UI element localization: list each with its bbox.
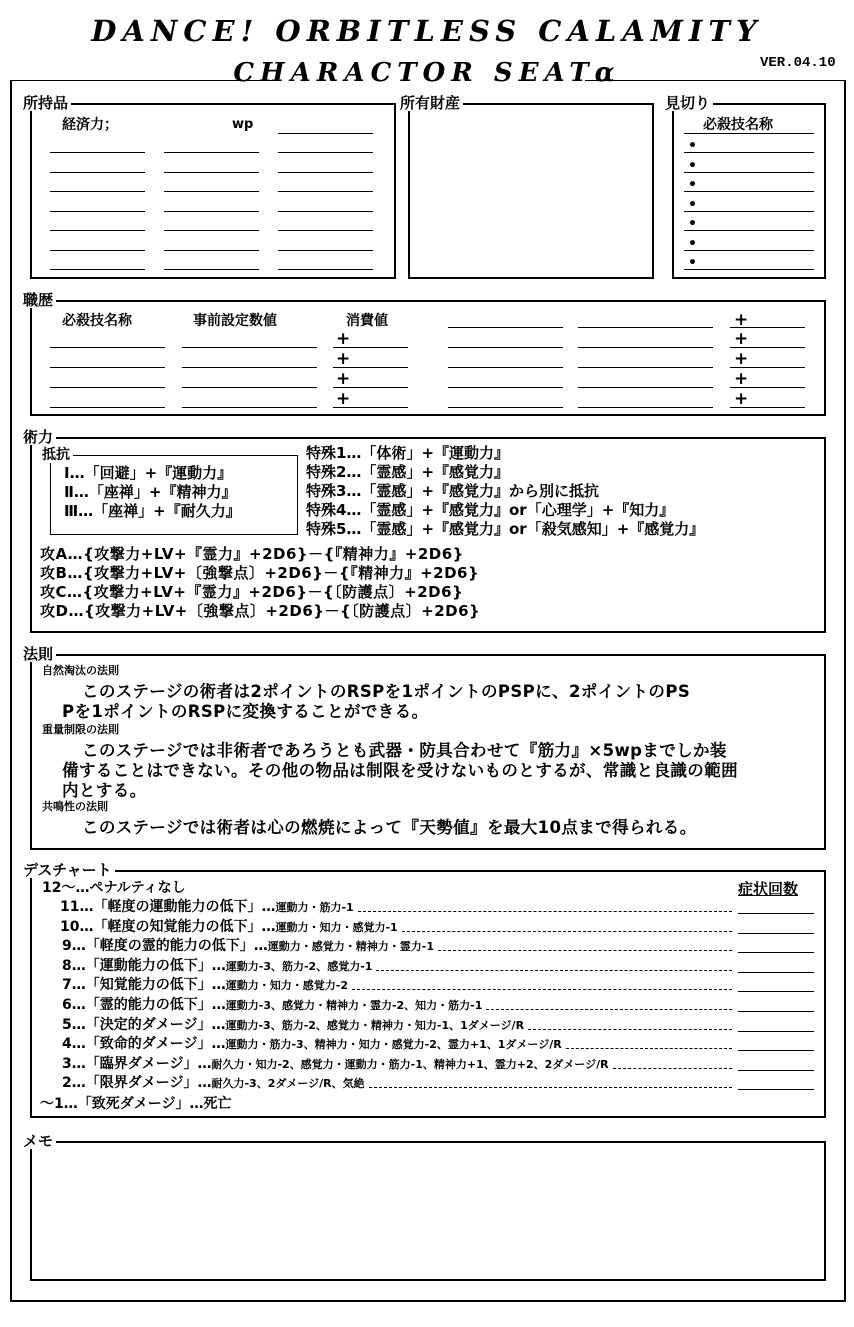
career-line[interactable] — [578, 407, 713, 408]
symptom-count-line[interactable] — [738, 913, 814, 914]
mikiri-line[interactable] — [684, 230, 814, 231]
death-chart-effect: 運動力・筋力-1 — [275, 901, 354, 914]
special-line: 特殊1…「体術」+『運動力』 — [306, 444, 510, 462]
career-line[interactable] — [333, 347, 408, 348]
career-line[interactable] — [730, 407, 805, 408]
mikiri-line[interactable] — [684, 269, 814, 270]
death-chart-effect: 運動力・知力・感覚力-1 — [275, 920, 398, 934]
possession-line[interactable] — [164, 172, 259, 173]
attack-line: 攻A…{攻撃力+LV+『霊力』+2D6}－{『精神力』+2D6} — [40, 545, 464, 563]
death-chart-row: 4…「致命的ダメージ」…運動力・筋力-3、精神力・知力・感覚力-2、霊力+1、1ダメージ/R — [62, 1036, 562, 1053]
mikiri-bullet: • — [688, 157, 697, 174]
career-line[interactable] — [578, 327, 713, 328]
attack-line: 攻D…{攻撃力+LV+〔強撃点〕+2D6}－{〔防護点〕+2D6} — [40, 602, 481, 620]
symptom-count-line[interactable] — [738, 1050, 814, 1051]
possession-line[interactable] — [164, 191, 259, 192]
rules-label: 法則 — [23, 646, 56, 662]
symptom-count-line[interactable] — [738, 972, 814, 973]
career-line[interactable] — [730, 387, 805, 388]
death-chart-effect: 耐久力-3、2ダメージ/R、気絶 — [211, 1077, 365, 1091]
mikiri-header-line — [684, 133, 814, 134]
mikiri-bullet: • — [688, 177, 697, 193]
career-plus: + — [734, 369, 749, 389]
possession-line[interactable] — [50, 250, 145, 251]
mikiri-bullet: • — [688, 235, 697, 252]
career-plus: + — [336, 349, 351, 369]
death-chart-leader — [438, 950, 732, 951]
career-col-preset: 事前設定数値 — [193, 313, 277, 329]
sheet-title: DANCE! ORBITLESS CALAMITY — [91, 14, 763, 48]
career-plus: + — [336, 329, 351, 349]
assets-label: 所有財産 — [400, 95, 463, 111]
career-line[interactable] — [182, 387, 317, 388]
death-chart-effect: 運動力-3、筋力-2、感覚力・精神力・知力-1、1ダメージ/R — [225, 1018, 525, 1032]
career-col-cost: 消費値 — [346, 313, 388, 329]
career-line[interactable] — [730, 347, 805, 348]
career-plus: + — [734, 329, 749, 349]
career-line[interactable] — [448, 367, 563, 368]
career-line[interactable] — [333, 367, 408, 368]
death-chart-row: 9…「軽度の霊的能力の低下」…運動力・感覚力・精神力・霊力-1 — [62, 938, 434, 955]
economy-unit: wp — [232, 117, 254, 132]
career-line[interactable] — [50, 347, 165, 348]
possession-line[interactable] — [50, 191, 145, 192]
death-chart-row: 8…「運動能力の低下」…運動力-3、筋力-2、感覚力-1 — [62, 957, 373, 974]
symptom-count-line[interactable] — [738, 952, 814, 953]
death-chart-row: 10…「軽度の知覚能力の低下」…運動力・知力・感覚力-1 — [60, 918, 398, 935]
death-chart-leader — [566, 1048, 732, 1049]
possession-line[interactable] — [278, 172, 373, 173]
career-line[interactable] — [182, 367, 317, 368]
attack-line: 攻B…{攻撃力+LV+〔強撃点〕+2D6}－{『精神力』+2D6} — [40, 564, 480, 582]
special-line: 特殊4…「霊感」+『感覚力』or「心理学」+『知力』 — [306, 501, 675, 519]
death-chart-leader — [358, 911, 732, 912]
mikiri-line[interactable] — [684, 211, 814, 212]
death-chart-row: 7…「知覚能力の低下」…運動力・知力・感覚力-2 — [62, 977, 348, 994]
memo-box[interactable] — [30, 1141, 826, 1281]
death-chart-effect: 運動力・知力・感覚力-2 — [225, 979, 348, 993]
career-line[interactable] — [578, 367, 713, 368]
mikiri-label: 見切り — [665, 95, 713, 111]
rule-text: Pを1ポイントのRSPに変換することができる。 — [62, 702, 429, 721]
mikiri-header: 必殺技名称 — [703, 117, 773, 133]
death-chart-leader — [369, 1087, 732, 1088]
death-chart-leader — [376, 970, 732, 971]
symptom-count-line[interactable] — [738, 1070, 814, 1071]
death-chart-leader — [486, 1009, 732, 1010]
possession-line[interactable] — [278, 269, 373, 270]
career-label: 職歴 — [23, 292, 56, 308]
possession-line[interactable] — [50, 172, 145, 173]
special-line: 特殊3…「霊感」+『感覚力』から別に抵抗 — [306, 482, 600, 500]
death-chart-effect: 運動力・感覚力・精神力・霊力-1 — [267, 940, 434, 954]
possession-line[interactable] — [50, 152, 145, 153]
possession-line[interactable] — [164, 250, 259, 251]
count-header: 症状回数 — [738, 880, 799, 898]
career-line[interactable] — [333, 407, 408, 408]
symptom-count-line[interactable] — [738, 1089, 814, 1090]
resist-line: Ⅰ…「回避」+『運動力』 — [64, 464, 233, 482]
death-chart-leader — [352, 989, 732, 990]
possession-line[interactable] — [278, 230, 373, 231]
mikiri-line[interactable] — [684, 191, 814, 192]
career-line[interactable] — [448, 387, 563, 388]
rule-heading: 自然淘汰の法則 — [42, 664, 119, 677]
death-chart-row: 2…「限界ダメージ」…耐久力-3、2ダメージ/R、気絶 — [62, 1075, 365, 1092]
career-line[interactable] — [730, 367, 805, 368]
mikiri-bullet: • — [688, 196, 697, 213]
death-chart-row: 11…「軽度の運動能力の低下」…運動力・筋力-1 — [60, 899, 354, 915]
mikiri-line[interactable] — [684, 152, 814, 153]
rule-text: このステージでは術者は心の燃焼によって『天勢値』を最大10点まで得られる。 — [82, 818, 697, 837]
rule-text: このステージの術者は2ポイントのRSPを1ポイントのPSPに、2ポイントのPS — [82, 682, 691, 701]
death-chart-row: 5…「決定的ダメージ」…運動力-3、筋力-2、感覚力・精神力・知力-1、1ダメージ/R — [62, 1016, 525, 1033]
death-chart-effect: 運動力・筋力-3、精神力・知力・感覚力-2、霊力+1、1ダメージ/R — [225, 1038, 562, 1052]
attack-line: 攻C…{攻撃力+LV+『霊力』+2D6}－{〔防護点〕+2D6} — [40, 583, 464, 601]
career-plus: + — [734, 389, 749, 409]
career-line[interactable] — [730, 327, 805, 328]
possessions-label: 所持品 — [23, 95, 71, 111]
economy-label: 経済力； — [62, 117, 118, 133]
rule-text: 内とする。 — [62, 781, 147, 800]
death-chart-row: 3…「臨界ダメージ」…耐久力・知力-2、感覚力・運動力・筋力-1、精神力+1、霊力+2、2ダメージ/R — [62, 1055, 609, 1072]
resist-line: Ⅱ…「座禅」+『精神力』 — [64, 483, 237, 501]
possession-line[interactable] — [278, 152, 373, 153]
possession-line[interactable] — [50, 211, 145, 212]
rule-text: このステージでは非術者であろうとも武器・防具合わせて『筋力』×5wpまでしか装 — [82, 741, 727, 760]
special-line: 特殊5…「霊感」+『感覚力』or「殺気感知」+『感覚力』 — [306, 520, 705, 538]
career-line[interactable] — [182, 347, 317, 348]
symptom-count-line[interactable] — [738, 991, 814, 992]
career-line[interactable] — [50, 407, 165, 408]
career-box — [30, 300, 826, 416]
rule-heading: 重量制限の法則 — [42, 723, 119, 736]
symptom-count-line[interactable] — [738, 933, 814, 934]
career-line[interactable] — [578, 347, 713, 348]
mikiri-line[interactable] — [684, 250, 814, 251]
career-line[interactable] — [50, 367, 165, 368]
mikiri-bullet: • — [688, 255, 697, 271]
jutsuryoku-label: 術力 — [23, 429, 56, 445]
career-plus: + — [336, 389, 351, 409]
economy-line[interactable] — [278, 133, 373, 134]
mikiri-line[interactable] — [684, 172, 814, 173]
possession-line[interactable] — [278, 191, 373, 192]
career-plus: + — [734, 310, 749, 330]
death-chart-leader — [402, 931, 732, 932]
possession-line[interactable] — [278, 250, 373, 251]
career-line[interactable] — [182, 407, 317, 408]
career-col-name: 必殺技名称 — [62, 313, 132, 329]
sheet-subtitle: CHARACTOR SEATα — [233, 58, 621, 88]
resist-line: Ⅲ…「座禅」+『耐久力』 — [64, 502, 241, 520]
special-line: 特殊2…「霊感」+『感覚力』 — [306, 463, 510, 481]
memo-label: メモ — [23, 1133, 56, 1149]
career-line[interactable] — [50, 387, 165, 388]
possession-line[interactable] — [50, 230, 145, 231]
possession-line[interactable] — [278, 211, 373, 212]
version-label: VER.04.10 — [760, 55, 836, 71]
rule-text: 備することはできない。その他の物品は制限を受けないものとするが、常識と良識の範囲 — [62, 761, 738, 780]
career-line[interactable] — [578, 387, 713, 388]
death-chart-effect: 運動力-3、感覚力・精神力・霊力-2、知力・筋力-1 — [225, 999, 483, 1012]
possession-line[interactable] — [164, 152, 259, 153]
symptom-count-line[interactable] — [738, 1011, 814, 1012]
mikiri-bullet: • — [688, 138, 697, 154]
possession-line[interactable] — [164, 230, 259, 231]
death-chart-leader — [613, 1068, 732, 1069]
possession-line[interactable] — [164, 269, 259, 270]
death-chart-last-row: ～1…「致死ダメージ」…死亡 — [40, 1096, 232, 1112]
possession-line[interactable] — [164, 211, 259, 212]
career-plus: + — [336, 369, 351, 389]
career-line[interactable] — [448, 407, 563, 408]
death-chart-row: 6…「霊的能力の低下」…運動力-3、感覚力・精神力・霊力-2、知力・筋力-1 — [62, 997, 483, 1013]
career-line[interactable] — [333, 387, 408, 388]
assets-box[interactable] — [408, 103, 654, 279]
death-chart-first-row: 12～…ペナルティなし — [42, 880, 186, 896]
death-chart-effect: 運動力-3、筋力-2、感覚力-1 — [225, 959, 373, 973]
mikiri-bullet: • — [688, 216, 697, 232]
career-plus: + — [734, 349, 749, 369]
death-chart-leader — [528, 1029, 732, 1030]
death-chart-effect: 耐久力・知力-2、感覚力・運動力・筋力-1、精神力+1、霊力+2、2ダメージ/R — [211, 1057, 609, 1071]
career-line[interactable] — [448, 327, 563, 328]
resist-label: 抵抗 — [42, 447, 73, 463]
symptom-count-line[interactable] — [738, 1031, 814, 1032]
possession-line[interactable] — [50, 269, 145, 270]
death-chart-label: デスチャート — [23, 862, 115, 878]
career-line[interactable] — [448, 347, 563, 348]
rule-heading: 共鳴性の法則 — [42, 800, 108, 813]
